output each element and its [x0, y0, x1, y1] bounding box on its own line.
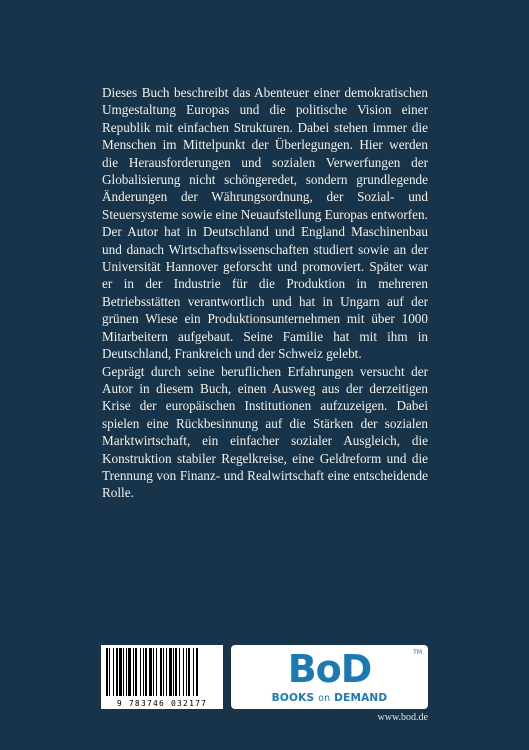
barcode-bar: [166, 648, 167, 696]
barcode-bar: [145, 648, 147, 696]
barcode-bar: [109, 648, 110, 696]
bod-logo: [231, 645, 428, 709]
barcode-bar: [106, 648, 108, 696]
publisher-url[interactable]: www.bod.de: [377, 712, 428, 723]
barcode-bar: [128, 648, 131, 696]
back-cover-blurb: [102, 84, 428, 502]
barcode-bar: [133, 648, 134, 696]
barcode-bar: [126, 648, 127, 696]
blurb-paragraph-3: Geprägt durch seine beruflichen Erfahrungen versucht der Autor in diesem Buch, einen Ausweg aus der derzeitigen Krise der europäischen Institutionen aufzuzeigen. Dabei spielen eine Rückbesinnung auf die Stärken der sozialen Marktwirtschaft, ein einfacher sozialer Ausgleich, die Konstruktion stabiler Regelkreise, eine Geldreform und die Trennung von Finanz- und Realwirtschaft eine entscheidende Rolle.: [102, 363, 428, 501]
barcode-bar: [160, 648, 162, 696]
barcode-bar: [163, 648, 164, 696]
barcode-bar: [193, 648, 194, 696]
trademark-symbol: TM: [413, 649, 422, 656]
tagline-books: BOOKS: [271, 692, 315, 704]
barcode-bar: [123, 648, 124, 696]
barcode-bar: [196, 648, 198, 696]
barcode-bar: [113, 648, 114, 696]
barcode-bar: [173, 648, 174, 696]
barcode-bar: [143, 648, 144, 696]
barcode-bar: [135, 648, 137, 696]
blurb-paragraph-2: Der Autor hat in Deutschland und England Maschinenbau und danach Wirtschaftswissenschaften studiert sowie an der Universität Hannover geforscht und promoviert. Später war er in der Industrie für die Produktion in mehreren Betriebsstätten verantwortlich und hat in Ungarn auf der grünen Wiese ein Produktionsunternehmen mit über 1000 Mitarbeitern aufgebaut. Seine Familie hat mit ihm in Deutschland, Frankreich und der Schweiz gelebt.: [102, 224, 428, 362]
isbn-barcode: [101, 645, 223, 709]
barcode-bar: [175, 648, 177, 696]
barcode-bar: [179, 648, 180, 696]
barcode-bar: [188, 648, 190, 696]
bod-tagline: [231, 692, 428, 704]
barcode-bar: [156, 648, 157, 696]
tagline-on: on: [318, 693, 331, 704]
tagline-demand: DEMAND: [334, 692, 388, 704]
barcode-bar: [140, 648, 141, 696]
barcode-bars: [106, 648, 218, 696]
barcode-bar: [153, 648, 154, 696]
blurb-paragraph-1: Dieses Buch beschreibt das Abenteuer einer demokratischen Umgestaltung Europas und die politische Vision einer Republik mit einfachen Strukturen. Dabei stehen immer die Menschen im Mittelpunkt der Überlegungen. Hier werden die Herausforderungen und sozialen Verwerfungen der Globalisierung nicht schöngeredet, sondern grundlegende Änderungen der Währungsordnung, der Sozial- und Steuersysteme sowie eine Neuaufstellung Europas entworfen.: [102, 85, 428, 222]
isbn-number: 9 783746 032177: [116, 699, 208, 708]
barcode-bar: [183, 648, 184, 696]
bod-logo-mark: BoD: [287, 647, 372, 691]
barcode-bar: [116, 648, 118, 696]
barcode-bar: [119, 648, 122, 696]
barcode-bar: [186, 648, 187, 696]
barcode-bar: [149, 648, 152, 696]
barcode-bar: [169, 648, 172, 696]
